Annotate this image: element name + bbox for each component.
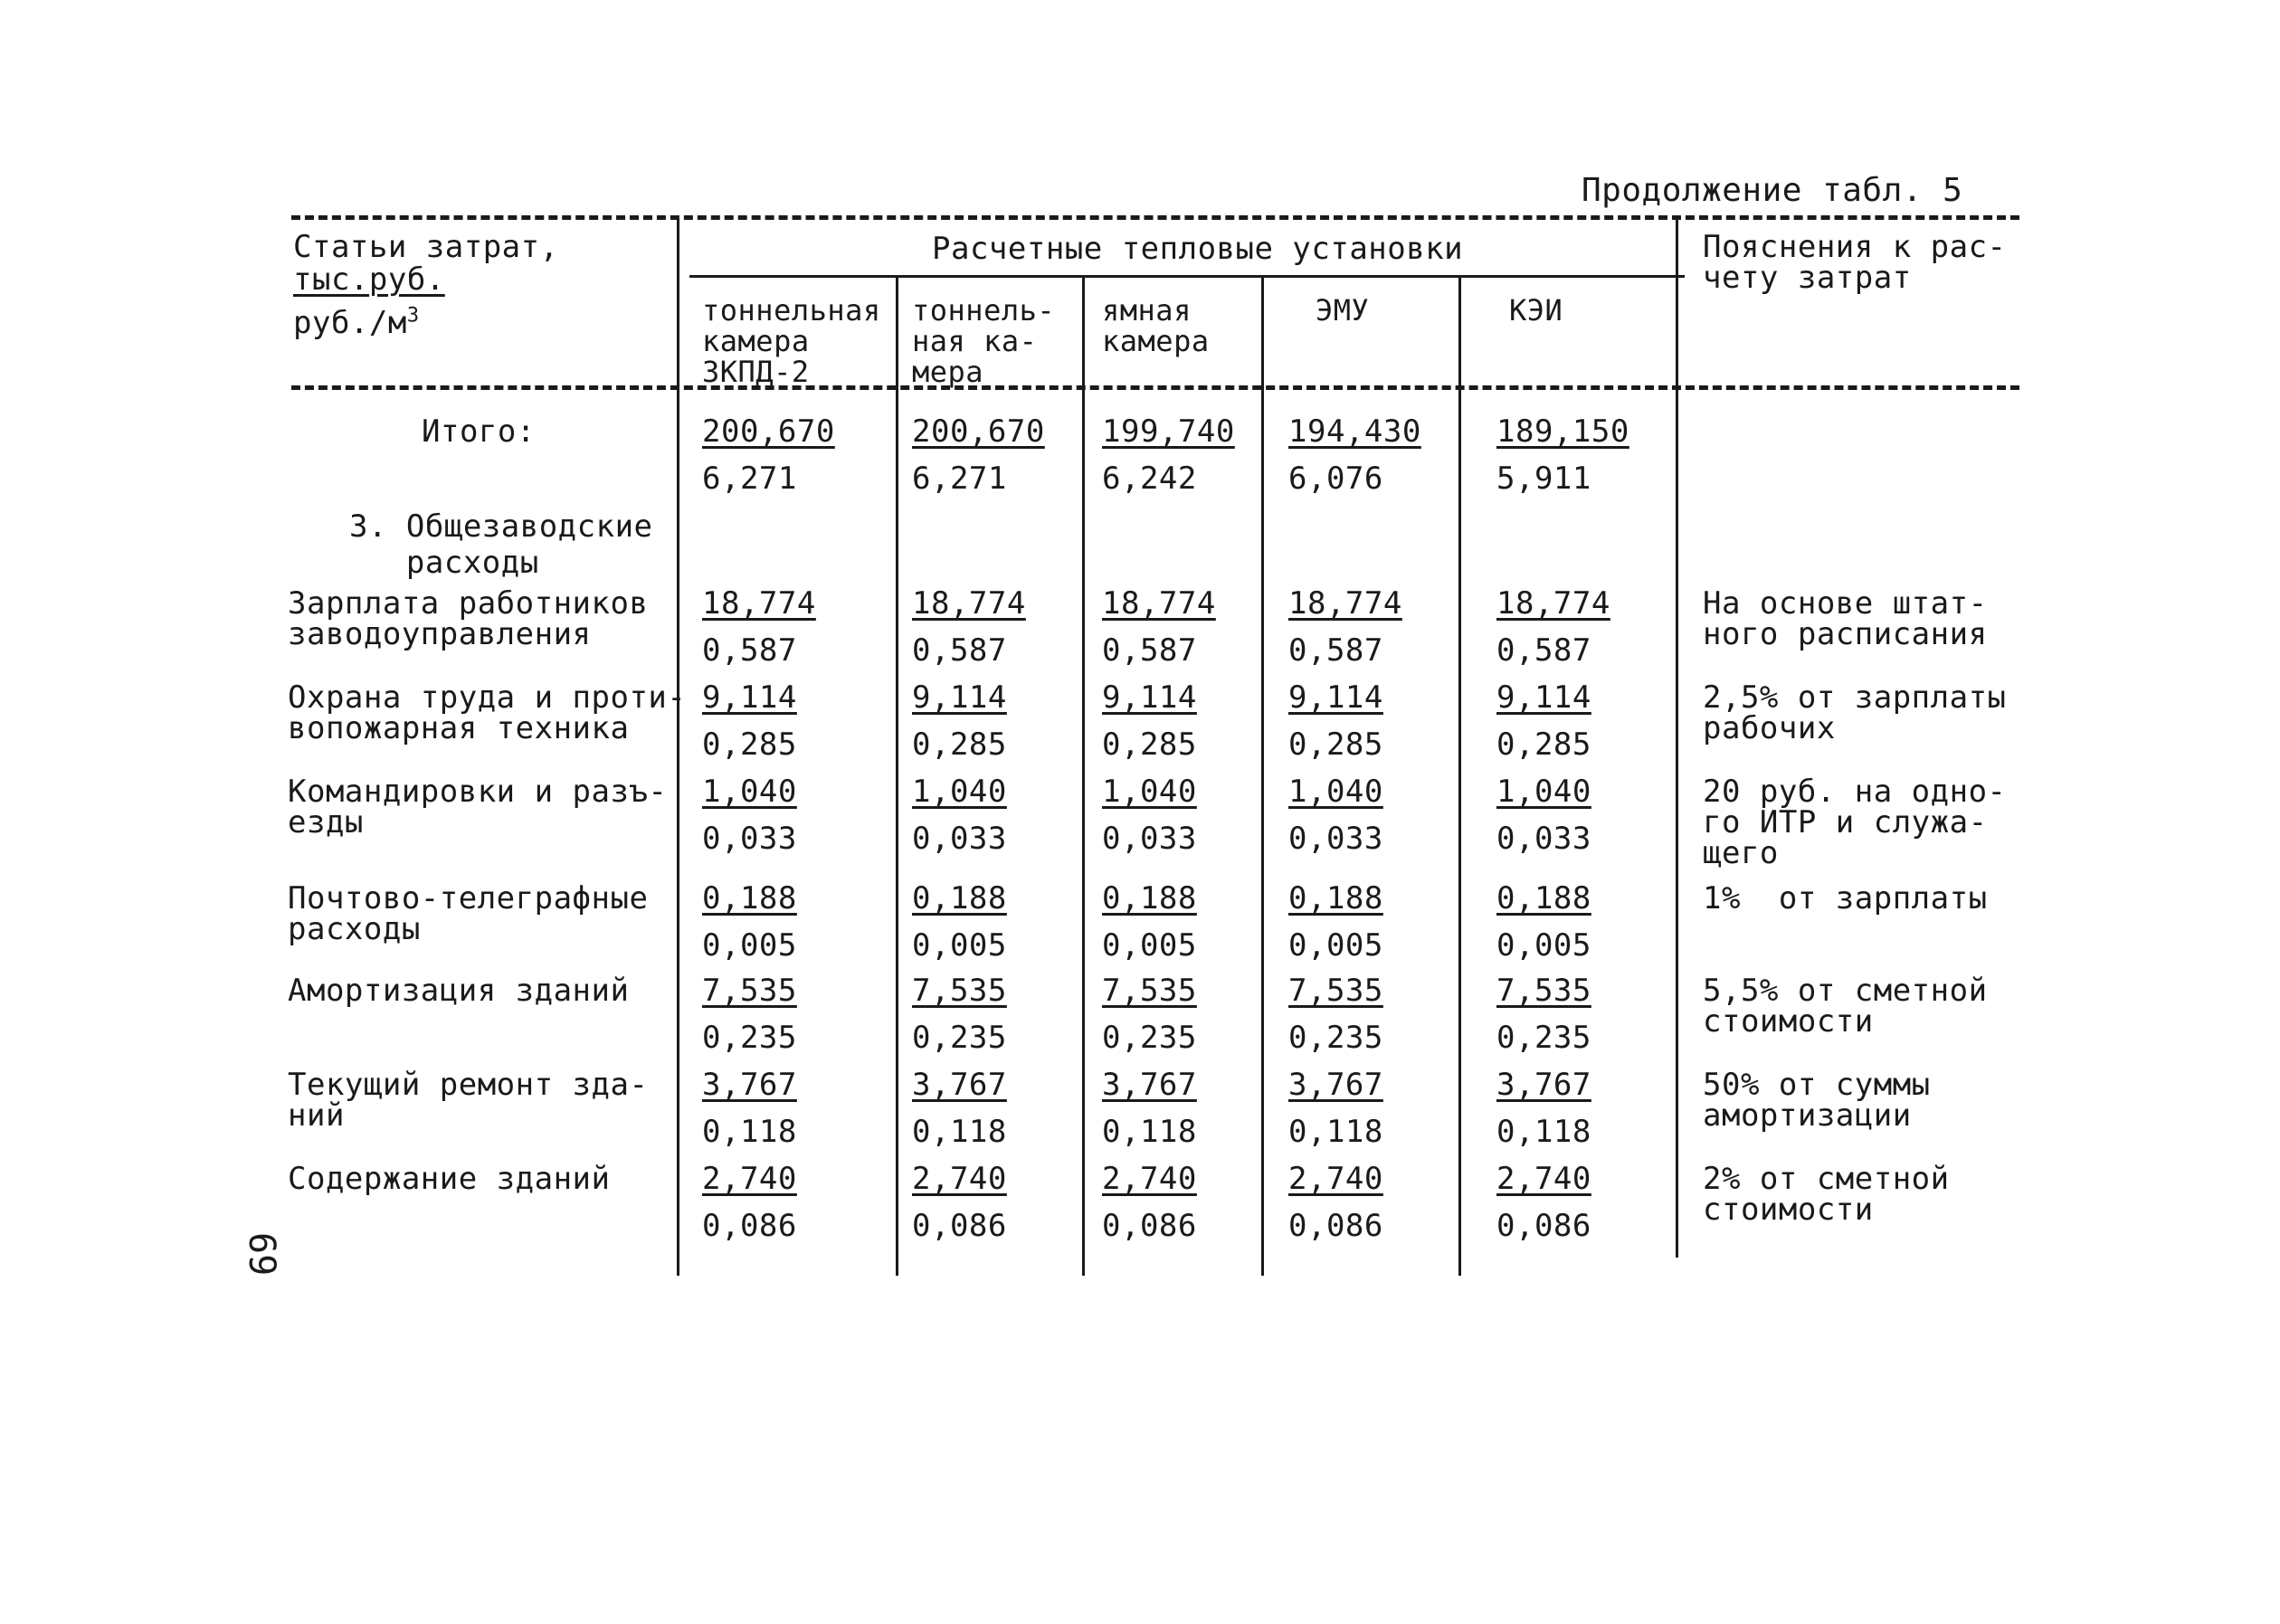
row-5-bottom-1: 0,118 (912, 1114, 1007, 1150)
row-5-top-2: 3,767 (1102, 1067, 1197, 1103)
row-3-bottom-2: 0,005 (1102, 927, 1197, 964)
total-bottom-0: 6,271 (702, 461, 797, 497)
row-5-top-0: 3,767 (702, 1067, 797, 1103)
row-3-top-3: 0,188 (1288, 880, 1383, 916)
header-bottom-rule (291, 385, 2019, 390)
total-label: Итого: (422, 413, 536, 450)
total-top-0: 200,670 (702, 413, 835, 450)
row-6-top-3: 2,740 (1288, 1161, 1383, 1197)
header-notes-title: Пояснения к рас- чету затрат (1703, 229, 2007, 296)
row-note-5: 50% от суммы амортизации (1703, 1067, 1931, 1134)
row-4-top-0: 7,535 (702, 973, 797, 1009)
row-2-top-1: 1,040 (912, 774, 1007, 810)
row-5-bottom-2: 0,118 (1102, 1114, 1197, 1150)
subcol-header-0: тоннельная камера ЗКПД-2 (702, 293, 881, 389)
header-items-sup: 3 (406, 304, 420, 328)
row-2-top-0: 1,040 (702, 774, 797, 810)
row-3-top-4: 0,188 (1496, 880, 1591, 916)
total-bottom-1: 6,271 (912, 461, 1007, 497)
row-3-bottom-1: 0,005 (912, 927, 1007, 964)
row-4-top-2: 7,535 (1102, 973, 1197, 1009)
row-0-top-4: 18,774 (1496, 585, 1610, 622)
row-note-2: 20 руб. на одно- го ИТР и служа- щего (1703, 774, 2007, 871)
row-4-top-3: 7,535 (1288, 973, 1383, 1009)
row-6-bottom-1: 0,086 (912, 1208, 1007, 1244)
row-0-bottom-1: 0,587 (912, 632, 1007, 669)
col-divider-2 (896, 277, 898, 1276)
subcol-header-4: КЭИ (1509, 293, 1563, 328)
row-3-bottom-4: 0,005 (1496, 927, 1591, 964)
row-4-bottom-4: 0,235 (1496, 1020, 1591, 1056)
row-note-1: 2,5% от зарплаты рабочих (1703, 679, 2007, 746)
header-group-title: Расчетные тепловые установки (932, 231, 1464, 267)
row-0-top-2: 18,774 (1102, 585, 1216, 622)
row-1-top-3: 9,114 (1288, 679, 1383, 716)
row-4-top-1: 7,535 (912, 973, 1007, 1009)
row-0-bottom-4: 0,587 (1496, 632, 1591, 669)
row-6-top-2: 2,740 (1102, 1161, 1197, 1197)
total-top-1: 200,670 (912, 413, 1045, 450)
page-number: 69 (241, 1232, 282, 1277)
row-4-bottom-3: 0,235 (1288, 1020, 1383, 1056)
row-label-5: Текущий ремонт зда- ний (288, 1067, 649, 1134)
row-6-bottom-3: 0,086 (1288, 1208, 1383, 1244)
row-4-bottom-1: 0,235 (912, 1020, 1007, 1056)
row-label-0: Зарплата работников заводоуправления (288, 585, 649, 652)
row-0-bottom-0: 0,587 (702, 632, 797, 669)
row-3-bottom-3: 0,005 (1288, 927, 1383, 964)
row-6-top-4: 2,740 (1496, 1161, 1591, 1197)
top-rule (291, 215, 2019, 220)
total-top-4: 189,150 (1496, 413, 1629, 450)
col-divider-4 (1261, 277, 1264, 1276)
row-6-top-0: 2,740 (702, 1161, 797, 1197)
group-rule (689, 275, 1685, 278)
row-1-bottom-3: 0,285 (1288, 727, 1383, 763)
col-divider-6 (1676, 219, 1678, 1258)
subcol-header-3: ЭМУ (1316, 293, 1370, 328)
row-0-top-1: 18,774 (912, 585, 1026, 622)
row-label-6: Содержание зданий (288, 1161, 611, 1197)
row-3-bottom-0: 0,005 (702, 927, 797, 964)
row-4-bottom-2: 0,235 (1102, 1020, 1197, 1056)
row-2-bottom-0: 0,033 (702, 821, 797, 857)
row-5-bottom-4: 0,118 (1496, 1114, 1591, 1150)
row-6-bottom-0: 0,086 (702, 1208, 797, 1244)
row-6-bottom-4: 0,086 (1496, 1208, 1591, 1244)
row-1-top-0: 9,114 (702, 679, 797, 716)
row-2-top-4: 1,040 (1496, 774, 1591, 810)
row-3-top-0: 0,188 (702, 880, 797, 916)
table-caption: Продолжение табл. 5 (1582, 172, 1963, 209)
row-label-2: Командировки и разъ- езды (288, 774, 668, 840)
row-2-bottom-1: 0,033 (912, 821, 1007, 857)
row-1-bottom-2: 0,285 (1102, 727, 1197, 763)
total-bottom-2: 6,242 (1102, 461, 1197, 497)
col-divider-1 (677, 219, 679, 1276)
row-0-bottom-3: 0,587 (1288, 632, 1383, 669)
row-1-top-1: 9,114 (912, 679, 1007, 716)
row-1-top-2: 9,114 (1102, 679, 1197, 716)
row-3-top-2: 0,188 (1102, 880, 1197, 916)
row-1-bottom-0: 0,285 (702, 727, 797, 763)
row-label-3: Почтово-телеграфные расходы (288, 880, 649, 947)
row-2-bottom-3: 0,033 (1288, 821, 1383, 857)
header-items-line2: тыс.руб. (293, 261, 445, 298)
row-2-bottom-4: 0,033 (1496, 821, 1591, 857)
row-note-6: 2% от сметной стоимости (1703, 1161, 1950, 1228)
row-2-top-2: 1,040 (1102, 774, 1197, 810)
row-2-top-3: 1,040 (1288, 774, 1383, 810)
row-label-4: Амортизация зданий (288, 973, 630, 1009)
row-3-top-1: 0,188 (912, 880, 1007, 916)
row-0-top-3: 18,774 (1288, 585, 1402, 622)
row-note-0: На основе штат- ного расписания (1703, 585, 1988, 652)
col-divider-5 (1458, 277, 1461, 1276)
row-4-top-4: 7,535 (1496, 973, 1591, 1009)
total-top-2: 199,740 (1102, 413, 1235, 450)
row-note-4: 5,5% от сметной стоимости (1703, 973, 1988, 1040)
row-0-bottom-2: 0,587 (1102, 632, 1197, 669)
header-items-unit: руб./м (293, 305, 407, 341)
subcol-header-2: ямная камера (1102, 293, 1210, 358)
row-4-bottom-0: 0,235 (702, 1020, 797, 1056)
section-title: 3. Общезаводские расходы (349, 508, 653, 581)
row-0-top-0: 18,774 (702, 585, 816, 622)
row-1-bottom-1: 0,285 (912, 727, 1007, 763)
header-items-line1: Статьи затрат, (293, 229, 559, 265)
row-5-top-1: 3,767 (912, 1067, 1007, 1103)
row-5-bottom-3: 0,118 (1288, 1114, 1383, 1150)
row-2-bottom-2: 0,033 (1102, 821, 1197, 857)
total-top-3: 194,430 (1288, 413, 1421, 450)
row-6-bottom-2: 0,086 (1102, 1208, 1197, 1244)
row-note-3: 1% от зарплаты (1703, 880, 1988, 916)
total-bottom-3: 6,076 (1288, 461, 1383, 497)
row-5-top-3: 3,767 (1288, 1067, 1383, 1103)
row-5-bottom-0: 0,118 (702, 1114, 797, 1150)
row-label-1: Охрана труда и проти- вопожарная техника (288, 679, 687, 746)
col-divider-3 (1082, 277, 1085, 1276)
row-5-top-4: 3,767 (1496, 1067, 1591, 1103)
subcol-header-1: тоннель- ная ка- мера (912, 293, 1056, 389)
total-bottom-4: 5,911 (1496, 461, 1591, 497)
header-items-line3 (293, 304, 420, 341)
row-1-bottom-4: 0,285 (1496, 727, 1591, 763)
row-6-top-1: 2,740 (912, 1161, 1007, 1197)
row-1-top-4: 9,114 (1496, 679, 1591, 716)
